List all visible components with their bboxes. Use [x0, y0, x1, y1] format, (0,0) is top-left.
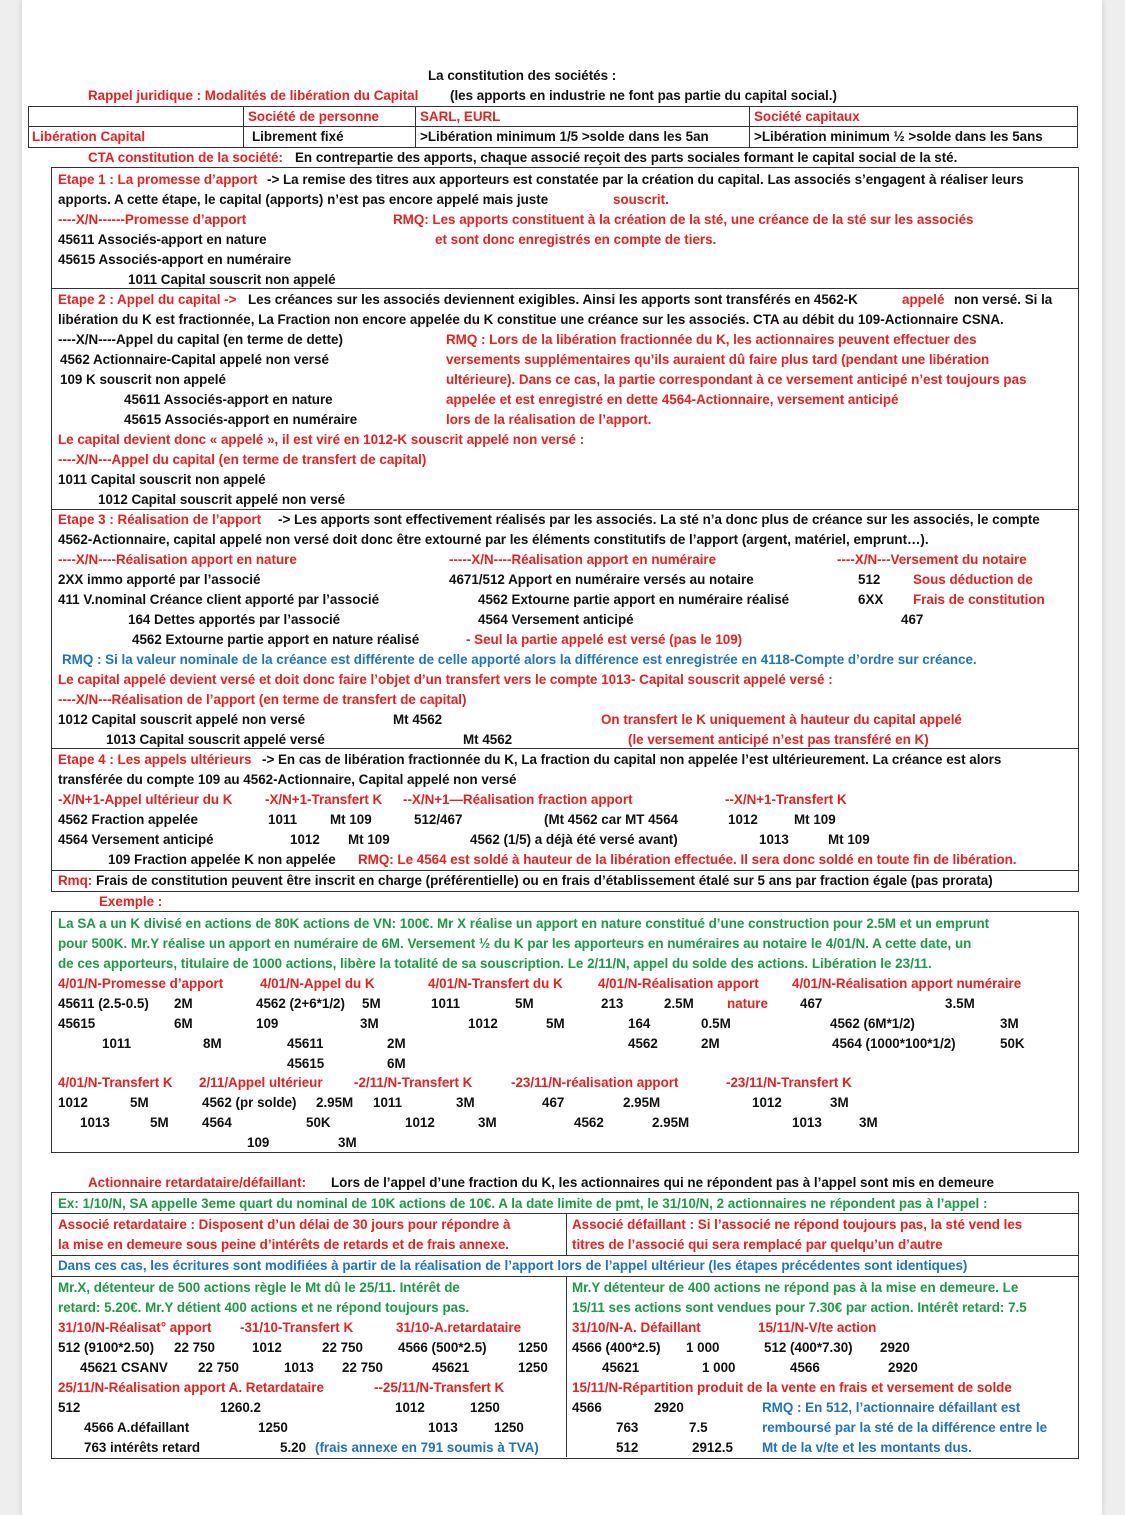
journal-amount: 22 750	[198, 1360, 239, 1375]
table-header: Société capitaux	[754, 109, 860, 124]
journal-amount: 2M	[174, 996, 193, 1011]
retard-rmq: RMQ : En 512, l’actionnaire défaillant est	[762, 1400, 1021, 1415]
journal-amount: 2M	[387, 1036, 406, 1051]
journal-amount: 50K	[1000, 1036, 1025, 1051]
retard-text: Lors de l’appel d’une fraction du K, les actionnaires qui ne répondent pas à l’appel sont mis en demeure	[331, 1175, 994, 1190]
entry-title: -----X/N----Réalisation apport en numéraire	[449, 552, 717, 567]
exemple-label: Exemple :	[99, 894, 163, 909]
etape4-rmq: RMQ: Le 4564 est soldé à hauteur de la libération effectuée. Il sera donc soldé en toute fin de libération.	[358, 852, 1017, 867]
journal-amount: 5M	[362, 996, 381, 1011]
entry-title: 4/01/N-Transfert du K	[428, 976, 563, 991]
journal-amount: 3.5M	[945, 996, 975, 1011]
retard-rmq: remboursé par la sté de la différence entre le	[762, 1420, 1048, 1435]
journal-line: 1012	[395, 1400, 425, 1415]
journal-amount: 5M	[150, 1115, 169, 1130]
entry-title: -X/N+1-Transfert K	[265, 792, 383, 807]
journal-line: 164 Dettes apportés par l’associé	[128, 612, 341, 627]
journal-amount: 5M	[130, 1095, 149, 1110]
journal-line: 4566	[572, 1400, 602, 1415]
etape1-rmq: et sont donc enregistrés en compte de tiers.	[435, 232, 717, 247]
journal-amount: 3M	[338, 1135, 357, 1150]
retard-def: la mise en demeure sous peine d’intérêts de retards et de frais annexe.	[58, 1237, 509, 1252]
journal-line: 1012	[728, 812, 758, 827]
etape2-rmq: ultérieure). Dans ce cas, la partie correspondant à ce versement anticipé n’est toujours pas	[446, 372, 1027, 387]
journal-note: Frais de constitution	[913, 592, 1045, 607]
journal-line: 109 Fraction appelée K non appelée	[108, 852, 336, 867]
journal-line: 4564	[202, 1115, 232, 1130]
entry-title: -31/10-Transfert K	[240, 1320, 354, 1335]
etape2-heading: Etape 2 : Appel du capital ->	[58, 292, 237, 307]
journal-amount: 2.95M	[652, 1115, 690, 1130]
journal-line: 4566	[790, 1360, 820, 1375]
entry-title: 31/10-A.retardataire	[396, 1320, 522, 1335]
entry-title: 31/10/N-A. Défaillant	[572, 1320, 701, 1335]
journal-amount: 6M	[174, 1016, 193, 1031]
retard-x-text: Mr.X, détenteur de 500 actions règle le Mt dû le 25/11. Intérêt de	[58, 1280, 460, 1295]
journal-amount: 2912.5	[692, 1440, 733, 1455]
journal-amount: 1250	[470, 1400, 500, 1415]
etape2-rmq: RMQ : Lors de la libération fractionnée du K, les actionnaires peuvent effectuer des	[446, 332, 977, 347]
journal-line: 512/467	[414, 812, 463, 827]
entry-title: 4/01/N-Transfert K	[58, 1075, 173, 1090]
journal-line: 45621 CSANV	[80, 1360, 168, 1375]
journal-amount: 1260.2	[220, 1400, 261, 1415]
journal-amount: 22 750	[174, 1340, 215, 1355]
entry-title: ----X/N----Réalisation apport en nature	[58, 552, 297, 567]
journal-line: 4671/512 Apport en numéraire versés au notaire	[449, 572, 754, 587]
page-title: La constitution des sociétés :	[428, 68, 617, 83]
journal-line: 1011	[431, 996, 461, 1011]
etape2-note: Le capital devient donc « appelé », il est viré en 1012-K souscrit appelé non versé :	[58, 432, 585, 447]
journal-amount: 2M	[701, 1036, 720, 1051]
cta-text: En contrepartie des apports, chaque associé reçoit des parts sociales formant le capital social de la sté.	[295, 150, 958, 165]
journal-line: 4564 (1000*100*1/2)	[832, 1036, 956, 1051]
journal-amount: 3M	[360, 1016, 379, 1031]
journal-line: 109	[256, 1016, 279, 1031]
defaillant-def: titres de l’associé qui sera remplacé par quelqu’un d’autre	[572, 1237, 943, 1252]
journal-note: (frais annexe en 791 soumis à TVA)	[315, 1440, 539, 1455]
entry-title: 4/01/N-Réalisation apport numéraire	[792, 976, 1022, 991]
journal-amount: 0.5M	[701, 1016, 731, 1031]
journal-amount: 3M	[456, 1095, 475, 1110]
table-cell: Librement fixé	[252, 129, 344, 144]
journal-line: 763 intérêts retard	[84, 1440, 201, 1455]
entry-title: 25/11/N-Réalisation apport A. Retardataire	[58, 1380, 324, 1395]
entry-title: ----X/N------Promesse d’apport	[58, 212, 247, 227]
journal-line: 4562 (1/5) a déjà été versé avant)	[470, 832, 678, 847]
journal-line: 763	[616, 1420, 639, 1435]
table-cell: >Libération minimum 1/5 >solde dans les 5an	[420, 129, 709, 144]
entry-title: -X/N+1-Appel ultérieur du K	[58, 792, 233, 807]
etape3-rmq: RMQ : Si la valeur nominale de la créance est différente de celle apporté alors la différence est enregistrée en 4118-Compte d’ordre sur créance.	[62, 652, 977, 667]
etape2-rmq: versements supplémentaires qu’ils auraient dû faire plus tard (pendant une libération	[446, 352, 990, 367]
journal-amount: 1 000	[702, 1360, 736, 1375]
journal-amount: 2.5M	[664, 996, 694, 1011]
journal-line: 45621	[602, 1360, 640, 1375]
etape3-note: Le capital appelé devient versé et doit donc faire l’objet d’un transfert vers le compte 1013- Capital souscrit appelé versé :	[58, 672, 833, 687]
journal-line: 45615 Associés-apport en numéraire	[124, 412, 358, 427]
journal-line: 213	[601, 996, 624, 1011]
journal-line: Mt 109	[828, 832, 870, 847]
journal-line: (Mt 4562 car MT 4564	[544, 812, 678, 827]
etape2-text: Les créances sur les associés deviennent exigibles. Ainsi les apports sont transférés en 4562-K	[248, 292, 858, 307]
journal-line: 4562 Fraction appelée	[58, 812, 198, 827]
journal-line: 1012	[290, 832, 320, 847]
rmq-text: Frais de constitution peuvent être inscrit en charge (préférentielle) ou en frais d’établissement étalé sur 5 ans par fraction égale (pas prorata)	[96, 873, 993, 888]
retard-blue-note: Dans ces cas, les écritures sont modifiées à partir de la réalisation de l’apport lors de l’appel ultérieur (les étapes précédentes sont identiques)	[58, 1258, 968, 1273]
journal-amount: 2.95M	[316, 1095, 354, 1110]
journal-line: 1012	[468, 1016, 498, 1031]
journal-line: 45611 Associés-apport en nature	[58, 232, 267, 247]
journal-line: 164	[628, 1016, 651, 1031]
journal-line: 4562 (2+6*1/2)	[256, 996, 345, 1011]
journal-line: 4562 Actionnaire-Capital appelé non versé	[60, 352, 329, 367]
journal-line: 1011	[373, 1095, 403, 1110]
rappel-label: Rappel juridique : Modalités de libération du Capital	[88, 88, 419, 103]
entry-title: 15/11/N-Répartition produit de la vente en frais et versement de solde	[572, 1380, 1012, 1395]
rmq-label: Rmq:	[58, 873, 93, 888]
etape3-note: (le versement anticipé n’est pas transféré en K)	[628, 732, 929, 747]
journal-amount: 8M	[203, 1036, 222, 1051]
entry-title: --X/N+1-Transfert K	[725, 792, 847, 807]
journal-amount: 2920	[880, 1340, 910, 1355]
etape3-text: 4562-Actionnaire, capital appelé non versé doit donc être extourné par les éléments constitutifs de l’apport (argent, matériel, emprunt…).	[58, 532, 929, 547]
journal-amount: 2.95M	[623, 1095, 661, 1110]
journal-line: Mt 109	[794, 812, 836, 827]
journal-line: 1011 Capital souscrit non appelé	[58, 472, 266, 487]
etape1-heading: Etape 1 : La promesse d’apport	[58, 172, 258, 187]
entry-title: --25/11/N-Transfert K	[374, 1380, 505, 1395]
table-header: Société de personne	[248, 109, 379, 124]
journal-line: 45611	[287, 1036, 324, 1051]
cta-label: CTA constitution de la société:	[88, 150, 283, 165]
journal-line: 1011 Capital souscrit non appelé	[128, 272, 336, 287]
journal-amount: 6M	[387, 1056, 406, 1071]
etape3-note: On transfert le K uniquement à hauteur du capital appelé	[601, 712, 962, 727]
etape4-text: transférée du compte 109 au 4562-Actionnaire, Capital appelé non versé	[58, 772, 517, 787]
document-page	[22, 0, 1102, 1515]
journal-note: nature	[727, 996, 768, 1011]
journal-line: 1013	[284, 1360, 314, 1375]
journal-line: 1012 Capital souscrit appelé non versé	[98, 492, 346, 507]
defaillant-def: Associé défaillant : Si l’associé ne répond toujours pas, la sté vend les	[572, 1217, 1023, 1232]
journal-line: 4566 A.défaillant	[84, 1420, 190, 1435]
journal-line: 4562	[628, 1036, 658, 1051]
journal-line: 1013	[80, 1115, 110, 1130]
journal-line: 45611 Associés-apport en nature	[124, 392, 333, 407]
etape2-rmq: lors de la réalisation de l’apport.	[446, 412, 652, 427]
entry-title: 4/01/N-Promesse d’apport	[58, 976, 224, 991]
entry-title: 15/11/N-V/te action	[758, 1320, 877, 1335]
etape3-note: - Seul la partie appelé est versé (pas le 109)	[466, 632, 743, 647]
etape4-text: -> En cas de libération fractionnée du K, La fraction du capital non appelée l’est ultérieurement. La créance est alors	[262, 752, 1002, 767]
journal-amount: 7.5	[689, 1420, 708, 1435]
journal-line: 4566 (500*2.5)	[398, 1340, 487, 1355]
table-header: SARL, EURL	[420, 109, 501, 124]
retard-rmq: Mt de la v/te et les montants dus.	[762, 1440, 972, 1455]
etape3-text: -> Les apports sont effectivement réalisés par les associés. La sté n’a donc plus de créance sur les associés, le compte	[278, 512, 1040, 527]
journal-line: 4562 (pr solde)	[202, 1095, 297, 1110]
journal-line: 45615	[58, 1016, 96, 1031]
entry-title: --X/N+1—Réalisation fraction apport	[403, 792, 633, 807]
journal-line: 512 (9100*2.50)	[58, 1340, 155, 1355]
retard-example: Ex: 1/10/N, SA appelle 3eme quart du nominal de 10K actions de 10€. A la date limite de pmt, le 31/10/N, 2 actionnaires ne répondent pas à l’appel :	[58, 1196, 988, 1211]
journal-line: 4562 Extourne partie apport en numéraire réalisé	[478, 592, 790, 607]
table-cell: >Libération minimum ½ >solde dans les 5ans	[754, 129, 1043, 144]
journal-amount: 3M	[859, 1115, 878, 1130]
journal-line: 1012	[252, 1340, 282, 1355]
retard-label: Actionnaire retardataire/défaillant:	[88, 1175, 307, 1190]
journal-line: 4564 Versement anticipé	[478, 612, 634, 627]
entry-title: 31/10/N-Réalisat° apport	[58, 1320, 212, 1335]
journal-line: 109	[247, 1135, 270, 1150]
retard-x-text: retard: 5.20€. Mr.Y détient 400 actions et ne répond toujours pas.	[58, 1300, 470, 1315]
journal-amount: 1250	[258, 1420, 288, 1435]
journal-line: 1013	[759, 832, 789, 847]
table-row-label: Libération Capital	[32, 129, 146, 144]
journal-amount: 3M	[1000, 1016, 1019, 1031]
journal-amount: 1250	[518, 1340, 548, 1355]
entry-title: ----X/N----Appel du capital (en terme de dette)	[58, 332, 343, 347]
journal-line: 512 (400*7.30)	[764, 1340, 853, 1355]
journal-line: 1011	[102, 1036, 132, 1051]
journal-note: Sous déduction de	[913, 572, 1033, 587]
journal-amount: 5M	[546, 1016, 565, 1031]
journal-amount: Mt 4562	[463, 732, 513, 747]
journal-line: 1012 Capital souscrit appelé non versé	[58, 712, 306, 727]
journal-line: 467	[800, 996, 823, 1011]
journal-amount: 1250	[494, 1420, 524, 1435]
journal-line: 1012	[58, 1095, 88, 1110]
journal-amount: 5M	[515, 996, 534, 1011]
journal-line: 512	[616, 1440, 639, 1455]
journal-amount: 22 750	[342, 1360, 383, 1375]
journal-amount: 50K	[306, 1115, 331, 1130]
entry-title: ----X/N---Versement du notaire	[837, 552, 1027, 567]
journal-amount: 3M	[478, 1115, 497, 1130]
journal-line: 4562 Extourne partie apport en nature réalisé	[132, 632, 420, 647]
etape1-text-red: souscrit.	[613, 192, 669, 207]
etape4-heading: Etape 4 : Les appels ultérieurs	[58, 752, 252, 767]
journal-line: 45611 (2.5-0.5)	[58, 996, 149, 1011]
etape2-text: libération du K est fractionnée, La Fraction non encore appelée du K constitue une créance sur les associés. CTA au débit du 109-Actionnaire CSNA.	[58, 312, 1004, 327]
journal-line: 4562	[574, 1115, 604, 1130]
journal-line: 4566 (400*2.5)	[572, 1340, 661, 1355]
journal-line: 1012	[752, 1095, 782, 1110]
etape3-heading: Etape 3 : Réalisation de l’apport	[58, 512, 262, 527]
exemple-text: La SA a un K divisé en actions de 80K actions de VN: 100€. Mr X réalise un apport en nature constitué d’une construction pour 2.5M et un emprunt	[58, 916, 990, 931]
journal-amount: 1250	[518, 1360, 548, 1375]
journal-line: 512	[58, 1400, 81, 1415]
journal-amount: 5.20	[280, 1440, 307, 1455]
entry-title: ----X/N---Réalisation de l’apport (en terme de transfert de capital)	[58, 692, 467, 707]
journal-amount: 2920	[654, 1400, 684, 1415]
journal-line: 1011	[268, 812, 298, 827]
etape1-rmq: RMQ: Les apports constituent à la création de la sté, une créance de la sté sur les associés	[393, 212, 974, 227]
journal-line: 1013	[792, 1115, 822, 1130]
journal-line: Mt 109	[348, 832, 390, 847]
etape2-rmq: appelée et est enregistré en dette 4564-Actionnaire, versement anticipé	[446, 392, 899, 407]
entry-title: 4/01/N-Appel du K	[260, 976, 375, 991]
journal-amount: 2920	[888, 1360, 918, 1375]
entry-title: -2/11/N-Transfert K	[354, 1075, 473, 1090]
journal-line: 6XX	[858, 592, 884, 607]
journal-line: 45615	[287, 1056, 325, 1071]
exemple-text: de ces apporteurs, titulaire de 1000 actions, libère la totalité de sa souscription. Le 2/11/N, appel du solde des actions. Libération le 23/11.	[58, 956, 932, 971]
etape1-text: apports. A cette étape, le capital (apports) n’est pas encore appelé mais juste	[58, 192, 549, 207]
journal-line: 45615 Associés-apport en numéraire	[58, 252, 292, 267]
retard-y-text: 15/11 ses actions sont vendues pour 7.30€ par action. Intérêt retard: 7.5	[572, 1300, 1027, 1315]
entry-title: -23/11/N-Transfert K	[726, 1075, 852, 1090]
journal-line: 467	[901, 612, 924, 627]
exemple-text: pour 500K. Mr.Y réalise un apport en numéraire de 6M. Versement ½ du K par les apporteurs en numéraires au notaire le 4/01/N. A cette date, un	[58, 936, 972, 951]
journal-amount: 22 750	[322, 1340, 363, 1355]
journal-amount: Mt 4562	[393, 712, 443, 727]
retard-y-text: Mr.Y détenteur de 400 actions ne répond pas à la mise en demeure. Le	[572, 1280, 1019, 1295]
journal-line: 411 V.nominal Créance client apporté par l’associé	[58, 592, 380, 607]
journal-line: 45621	[432, 1360, 470, 1375]
entry-title: -23/11/N-réalisation apport	[511, 1075, 679, 1090]
entry-title: ----X/N---Appel du capital (en terme de transfert de capital)	[58, 452, 427, 467]
entry-title: 4/01/N-Réalisation apport	[598, 976, 759, 991]
etape2-text-red: appelé	[902, 292, 945, 307]
retard-def: Associé retardataire : Disposent d’un délai de 30 jours pour répondre à	[58, 1217, 511, 1232]
journal-line: 1012	[405, 1115, 435, 1130]
journal-line: 4564 Versement anticipé	[58, 832, 214, 847]
etape2-text: non versé. Si la	[954, 292, 1053, 307]
journal-line: Mt 109	[330, 812, 372, 827]
journal-line: 109 K souscrit non appelé	[60, 372, 226, 387]
rappel-note: (les apports en industrie ne font pas partie du capital social.)	[450, 88, 837, 103]
journal-amount: 1 000	[686, 1340, 720, 1355]
journal-line: 1013 Capital souscrit appelé versé	[106, 732, 325, 747]
journal-line: 2XX immo apporté par l’associé	[58, 572, 261, 587]
journal-line: 467	[542, 1095, 565, 1110]
journal-amount: 3M	[830, 1095, 849, 1110]
journal-line: 1013	[428, 1420, 458, 1435]
journal-line: 512	[858, 572, 881, 587]
journal-line: 4562 (6M*1/2)	[830, 1016, 915, 1031]
entry-title: 2/11/Appel ultérieur	[199, 1075, 323, 1090]
etape1-text: -> La remise des titres aux apporteurs est constatée par la création du capital. Las associés s’engagent à réaliser leurs	[267, 172, 1024, 187]
